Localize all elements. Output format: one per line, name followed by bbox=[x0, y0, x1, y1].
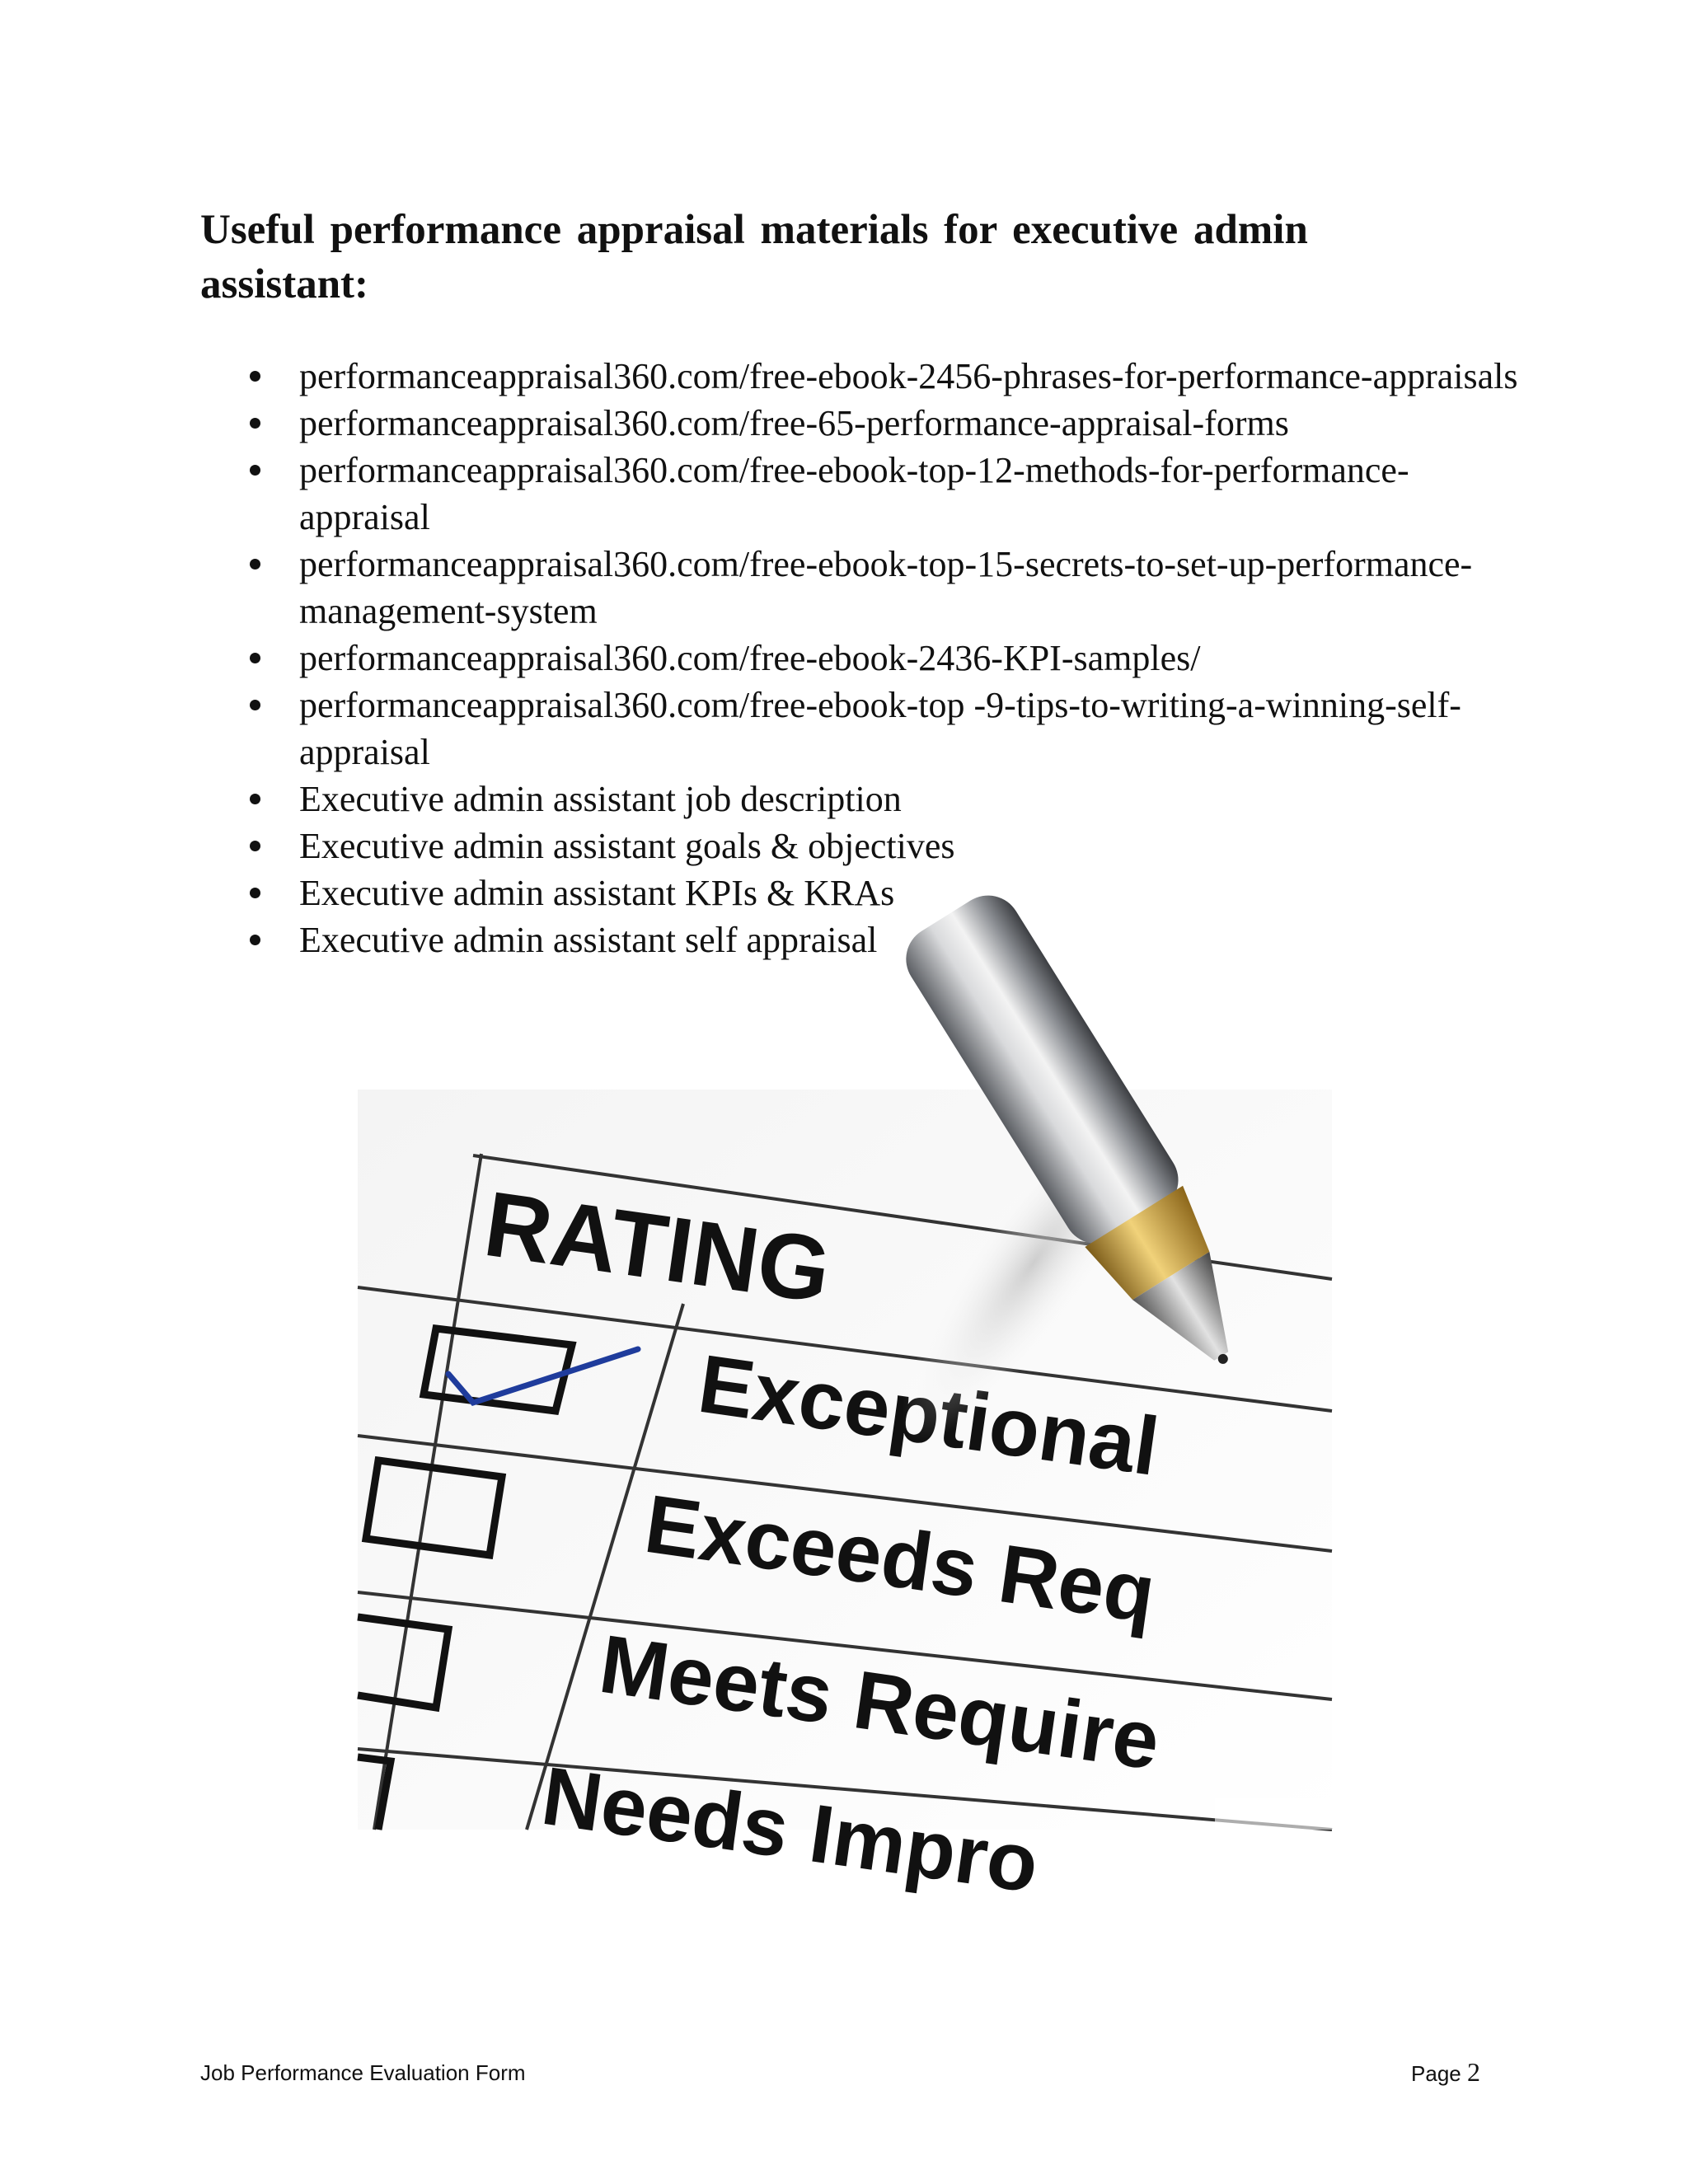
list-item-text: performanceappraisal360.com/free-ebook-top-12-methods-for-performance-appraisal bbox=[299, 450, 1409, 537]
list-item[interactable] bbox=[200, 682, 1519, 776]
list-item[interactable] bbox=[200, 353, 1519, 400]
list-item-text: performanceappraisal360.com/free-ebook-top -9-tips-to-writing-a-winning-self-appraisal bbox=[299, 685, 1461, 772]
footer-page-indicator bbox=[1411, 2057, 1480, 2088]
bullet-icon bbox=[250, 935, 260, 945]
list-item-text: performanceappraisal360.com/free-65-performance-appraisal-forms bbox=[299, 403, 1289, 443]
bullet-icon bbox=[250, 794, 260, 804]
list-item[interactable] bbox=[200, 447, 1519, 541]
list-item[interactable] bbox=[200, 776, 1519, 823]
bullet-icon bbox=[250, 653, 260, 663]
list-item[interactable] bbox=[200, 541, 1519, 635]
list-item[interactable] bbox=[200, 823, 1519, 869]
list-item-text: Executive admin assistant job description bbox=[299, 779, 902, 819]
resource-list bbox=[200, 353, 1519, 963]
bullet-icon bbox=[250, 418, 260, 429]
list-item-text: Executive admin assistant goals & objectives bbox=[299, 826, 955, 866]
list-item-text: Executive admin assistant self appraisal bbox=[299, 920, 878, 960]
rating-option-text: Needs Impro bbox=[536, 1749, 1044, 1911]
list-item-text: performanceappraisal360.com/free-ebook-top-15-secrets-to-set-up-performance-management-system bbox=[299, 544, 1473, 631]
bullet-icon bbox=[250, 841, 260, 851]
footer-page-number: 2 bbox=[1467, 2057, 1480, 2087]
bullet-icon bbox=[250, 465, 260, 476]
rating-form-photo bbox=[358, 1090, 1332, 1911]
bullet-icon bbox=[250, 888, 260, 898]
list-item-text: performanceappraisal360.com/free-ebook-2436-KPI-samples/ bbox=[299, 638, 1201, 678]
rating-option-text: Meets Require bbox=[593, 1617, 1165, 1788]
bullet-icon bbox=[250, 559, 260, 569]
list-item[interactable] bbox=[200, 869, 1519, 916]
list-item[interactable] bbox=[200, 916, 1519, 963]
bullet-icon bbox=[250, 700, 260, 710]
section-heading: Useful performance appraisal materials for executive admin assistant: bbox=[200, 207, 1308, 307]
list-item-text: performanceappraisal360.com/free-ebook-2456-phrases-for-performance-appraisals bbox=[299, 356, 1518, 396]
footer-page-label: Page bbox=[1411, 2061, 1461, 2086]
list-item[interactable] bbox=[200, 400, 1519, 447]
rating-option-text: Exceeds Req bbox=[639, 1477, 1161, 1641]
list-item-text: Executive admin assistant KPIs & KRAs bbox=[299, 873, 895, 913]
bullet-icon bbox=[250, 371, 260, 382]
footer-form-name: Job Performance Evaluation Form bbox=[200, 2060, 526, 2085]
list-item[interactable] bbox=[200, 635, 1519, 682]
rating-title: RATING bbox=[478, 1171, 837, 1323]
